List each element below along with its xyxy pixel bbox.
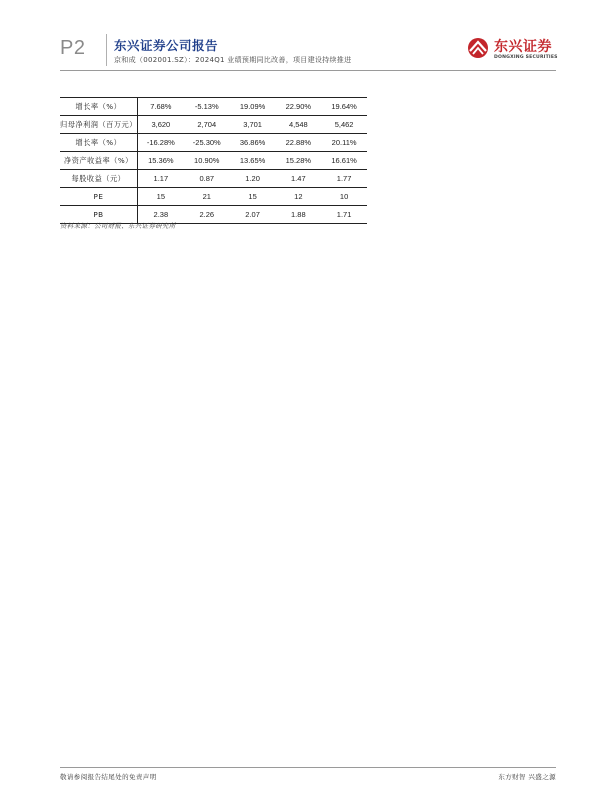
table-cell: 5,462 (334, 120, 354, 129)
table-cell: 1.20 (245, 174, 260, 183)
table-cell: 3,620 (151, 120, 171, 129)
row-label: 增长率（%） (60, 134, 137, 152)
table-cell: 4,548 (288, 120, 308, 129)
row-label: 每股收益（元） (60, 170, 137, 188)
table-row (60, 98, 367, 116)
table-cell: -16.28% (146, 138, 175, 147)
table-cell: 3,701 (243, 120, 262, 129)
table-cell: 1.88 (291, 210, 306, 219)
table-row (60, 116, 367, 134)
table-cell: 10.90% (194, 156, 220, 165)
table-row (60, 170, 367, 188)
row-label: PE (60, 188, 137, 206)
table-cell: 1.47 (291, 174, 306, 183)
row-label: 归母净利润（百万元） (60, 116, 137, 134)
brand-title: 东兴证券公司报告 (114, 38, 219, 53)
table-cell: 22.90% (285, 102, 312, 111)
footer-disclaimer: 敬请参阅报告结尾处的免责声明 (60, 773, 157, 781)
header-rule (60, 70, 556, 71)
table-cell: 36.86% (239, 138, 266, 147)
table-cell: 15.28% (285, 156, 312, 165)
logo-wordmark: 东兴证券 (494, 39, 552, 55)
table-cell: 15 (156, 192, 166, 201)
table-cell: 15.36% (148, 156, 174, 165)
table-cell: 7.68% (150, 102, 172, 111)
table-cell: 21 (202, 192, 211, 201)
table-cell: 15 (248, 192, 257, 201)
table-cell: 19.64% (331, 102, 357, 111)
report-subtitle: 京和成（002001.SZ）：2024Q1 业绩预期同比改善，项目建设持续推进 (114, 56, 352, 64)
table-cell: 2,704 (197, 120, 217, 129)
row-label: 增长率（%） (60, 98, 137, 116)
table-row (60, 134, 367, 152)
table-cell: 2.07 (245, 210, 260, 219)
table-cell: 2.38 (153, 210, 169, 219)
table-row (60, 188, 367, 206)
table-cell: 2.26 (199, 210, 215, 219)
table-row (60, 152, 367, 170)
table-cell: 20.11% (331, 138, 357, 147)
table-cell: 1.77 (336, 174, 352, 183)
header-divider (106, 34, 107, 66)
row-label: PB (60, 206, 137, 224)
table-cell: -25.30% (192, 138, 221, 147)
source-note: 资料来源：公司财报、东兴证券研究所 (60, 222, 176, 230)
table-cell: 19.09% (239, 102, 266, 111)
table-cell: 1.71 (336, 210, 352, 219)
table-cell: 13.65% (239, 156, 266, 165)
footer-rule (60, 767, 556, 768)
table-cell: -5.13% (194, 102, 219, 111)
financial-forecast-table (60, 97, 367, 224)
table-cell: 10 (339, 192, 349, 201)
table-cell: 22.88% (285, 138, 312, 147)
logo-subtext: DONGXING SECURITIES (494, 55, 558, 60)
table-cell: 16.61% (331, 156, 357, 165)
row-label: 净资产收益率（%） (60, 152, 137, 170)
page-number: P2 (60, 37, 86, 59)
footer-slogan: 东方财智 兴盛之源 (498, 773, 556, 781)
table-cell: 1.17 (153, 174, 169, 183)
table-cell: 0.87 (199, 174, 215, 183)
table-cell: 12 (294, 192, 303, 201)
